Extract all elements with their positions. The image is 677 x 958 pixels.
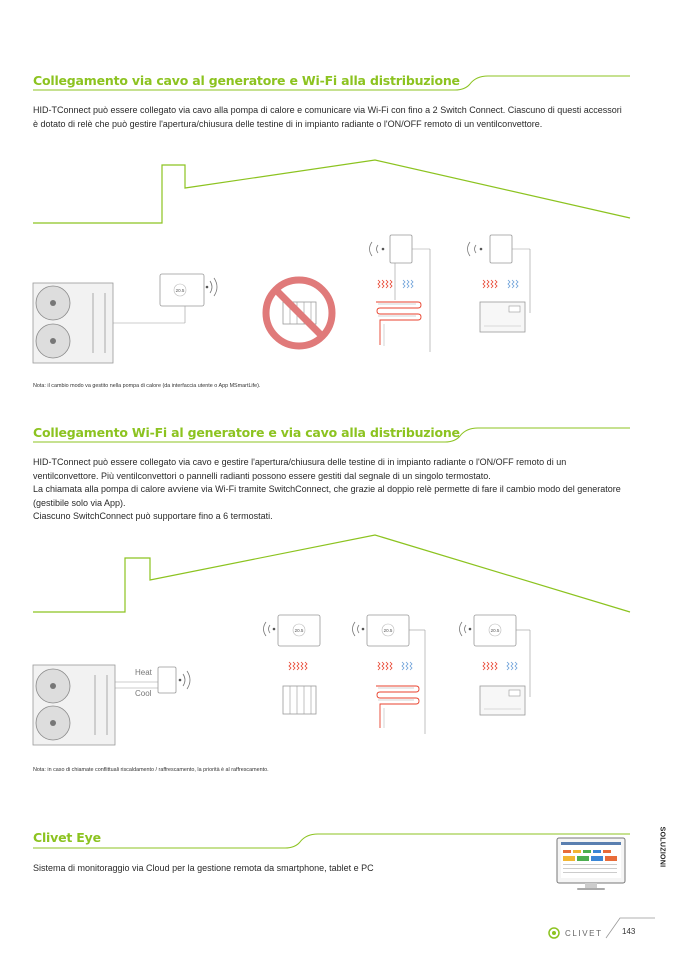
svg-text:20.5: 20.5: [490, 628, 500, 633]
section3-title: Clivet Eye: [33, 830, 101, 845]
brand-name: CLIVET: [565, 929, 603, 938]
side-tab-label: SOLUZIONI: [658, 826, 666, 868]
svg-text:20.5: 20.5: [175, 288, 185, 293]
section1-body: HID-TConnect può essere collegato via cavo alla pompa di calore e comunicare via Wi-Fi con fino a 2 Switch Connect. Ciascuno di questi accessori è dotato di relè che può gestire l'apertura/chiusura delle testine di in impianto radiante o l'ON/OFF remoto di un ventilconvettore.: [33, 105, 622, 129]
section2-body-line: Ciascuno SwitchConnect può supportare fino a 6 termostati.: [33, 511, 273, 522]
svg-text:20.5: 20.5: [383, 628, 393, 633]
section1-note: Nota: il cambio modo va gestito nella pompa di calore (da interfaccia utente o App MSmartLife).: [33, 383, 261, 389]
label-cool: Cool: [135, 689, 152, 698]
section2-body-line: La chiamata alla pompa di calore avviene via Wi-Fi tramite SwitchConnect, che grazie al doppio relè permette di fare il cambio modo del generatore (gestibile solo via App).: [33, 484, 621, 508]
section3-body: Sistema di monitoraggio via Cloud per la gestione remota da smartphone, tablet e PC: [33, 863, 374, 873]
section1-title: Collegamento via cavo al generatore e Wi-Fi alla distribuzione: [33, 73, 460, 88]
section2-title: Collegamento Wi-Fi al generatore e via cavo alla distribuzione: [33, 425, 460, 440]
section2-body-line: HID-TConnect può essere collegato via cavo e gestire l'apertura/chiusura delle testine di in impianto radiante o l'ON/OFF remoto di un ventilconvettore. Più ventilconvettori o pannelli radianti possono essere gestiti dal segnale di un singolo termostato.: [33, 457, 567, 481]
svg-text:20.5: 20.5: [294, 628, 304, 633]
label-heat: Heat: [135, 668, 152, 677]
page-number: 143: [622, 927, 636, 936]
section2-note: Nota: in caso di chiamate conflittuali riscaldamento / raffrescamento, la priorità è al raffrescamento.: [33, 767, 269, 773]
